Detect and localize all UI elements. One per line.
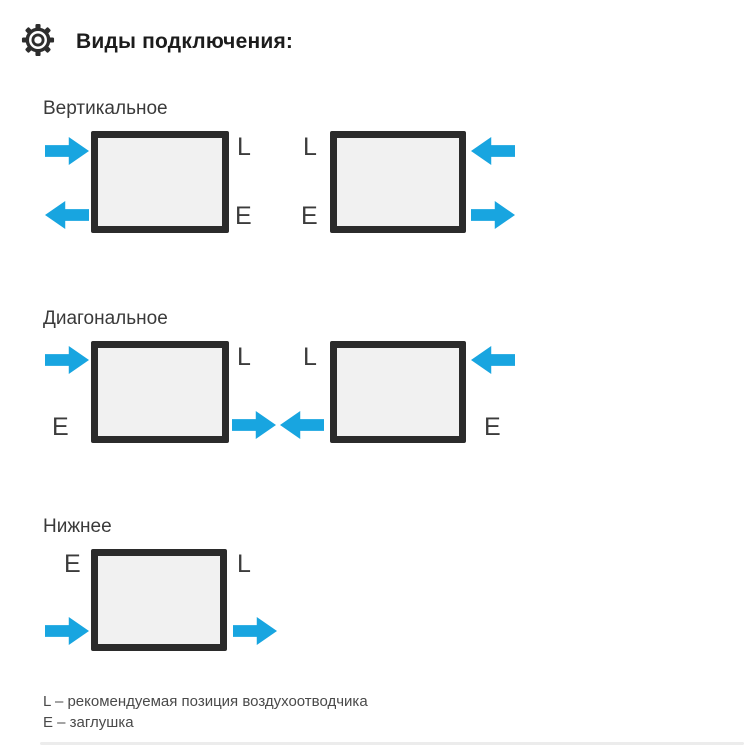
port-label: L <box>237 343 251 371</box>
radiator-box <box>330 131 466 233</box>
arrow-left-icon <box>471 137 515 165</box>
radiator-box <box>91 549 227 651</box>
arrow-right-icon <box>233 617 277 645</box>
section-title-bottom: Нижнее <box>43 516 112 537</box>
port-label: L <box>237 133 251 161</box>
arrow-right-icon <box>45 346 89 374</box>
arrow-right-icon <box>232 411 276 439</box>
section-title-vertical: Вертикальное <box>43 98 168 119</box>
radiator-box <box>330 341 466 443</box>
arrow-right-icon <box>45 137 89 165</box>
page-title: Виды подключения: <box>76 30 294 53</box>
port-label: E <box>235 202 252 230</box>
arrow-right-icon <box>45 617 89 645</box>
port-label: E <box>52 413 69 441</box>
port-label: E <box>64 550 81 578</box>
gear-icon <box>21 23 55 57</box>
port-label: E <box>484 413 501 441</box>
arrow-left-icon <box>471 346 515 374</box>
port-label: L <box>237 550 251 578</box>
gear-icon-shape <box>22 24 54 56</box>
arrow-left-icon <box>280 411 324 439</box>
bottom-divider <box>40 742 744 745</box>
arrow-left-icon <box>45 201 89 229</box>
port-label: E <box>301 202 318 230</box>
port-label: L <box>303 133 317 161</box>
section-title-diagonal: Диагональное <box>43 308 168 329</box>
legend-line-air-vent: L – рекомендуемая позиция воздухоотводчика <box>43 693 368 710</box>
legend-line-plug: E – заглушка <box>43 714 134 731</box>
arrow-right-icon <box>471 201 515 229</box>
radiator-box <box>91 341 229 443</box>
port-label: L <box>303 343 317 371</box>
radiator-box <box>91 131 229 233</box>
